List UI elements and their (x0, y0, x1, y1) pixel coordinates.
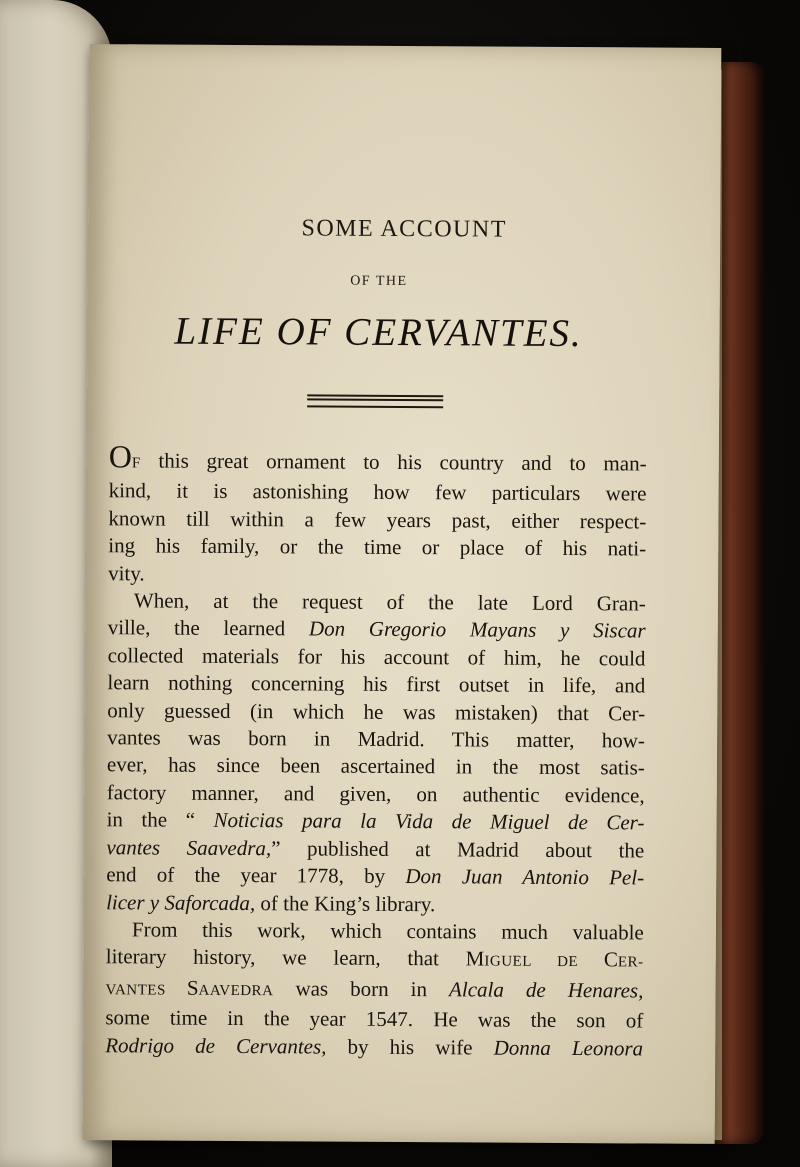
text-line (106, 944, 644, 978)
text-line (108, 642, 646, 673)
paragraph2-line3: collected materials for his account of him, he could (107, 643, 646, 671)
paragraph3-name-aavedra: AAVEDRA (198, 982, 274, 999)
paragraph1-line2: kind, it is astonishing how few particulars were (108, 478, 647, 506)
paragraph2-line12-italic: licer y Saforcada, (106, 889, 256, 915)
text-line (105, 974, 643, 1008)
paragraph3-name-vantes: VANTES (105, 981, 187, 999)
heading-some-account: SOME ACCOUNT (301, 215, 507, 243)
text-line (108, 587, 646, 618)
paragraph3-line5-b: by his wife (326, 1034, 494, 1060)
paragraph2-line12-b: of the King’s library. (255, 890, 436, 916)
double-rule-divider (307, 394, 443, 408)
paragraph2-line6: vantes was born in Madrid. This matter, how- (107, 725, 646, 753)
paragraph1-line5: vity. (108, 560, 145, 586)
paragraph2-line10-italic: vantes Saavedra, (106, 834, 272, 860)
text-line (108, 615, 646, 646)
text-line (108, 532, 646, 563)
paragraph3-line4: some time in the year 1547. He was the son of (105, 1005, 644, 1033)
paragraph3-line3-b: was born in (273, 975, 450, 1002)
paragraph3-name-er: ER- (617, 954, 644, 971)
text-line (108, 505, 646, 536)
paragraph2-line5: only guessed (in which he was mistaken) that Cer- (107, 697, 646, 726)
text-line (107, 724, 645, 755)
text-line (106, 889, 644, 920)
text-line (107, 669, 645, 700)
text-line (106, 916, 644, 947)
paragraph3-name-iguel: IGUEL DE (484, 953, 604, 971)
heading-life-of-cervantes: LIFE OF CERVANTES. (174, 309, 583, 356)
text-line (109, 478, 647, 509)
paragraph2-line2-italic: Don Gregorio Mayans y Siscar (308, 616, 646, 643)
text-line (105, 1032, 643, 1063)
paragraph3-line5-italic-c: Donna Leonora (493, 1035, 644, 1061)
paragraph2-line1: When, at the request of the late Lord Gran- (133, 588, 646, 616)
paragraph3-name-c: C (603, 947, 618, 972)
paragraph3-name-s: S (186, 975, 199, 1000)
paragraph2-line11-italic: Don Juan Antonio Pel- (405, 864, 645, 890)
paragraph3-name-m: M (465, 946, 485, 971)
paragraph2-line11-a: end of the year 1778, by (106, 862, 406, 889)
paragraph2-line4: learn nothing concerning his first outset in life, and (107, 670, 646, 698)
paragraph3-line2-a: literary history, we learn, that (105, 944, 466, 971)
paragraph2-line8: factory manner, and given, on authentic evidence, (106, 780, 645, 808)
paragraph2-line10-b: ” published at Madrid about the (271, 835, 645, 863)
paragraph1-line1: this great ornament to his country and to man- (140, 448, 647, 476)
paragraph3-line1: From this work, which contains much valuable (131, 917, 644, 945)
text-line (107, 697, 645, 728)
paragraph2-line7: ever, has since been ascertained in the most satis- (106, 752, 645, 780)
paragraph3-line5-italic-a: Rodrigo de Cervantes, (105, 1032, 327, 1059)
paragraph1-line4: ing his family, or the time or place of his nati- (108, 533, 647, 561)
text-line (107, 806, 645, 837)
text-line (107, 779, 645, 810)
text-line (106, 834, 644, 865)
paragraph2-line2-a: ville, the learned (107, 615, 310, 641)
text-line (107, 752, 645, 783)
body-text (105, 438, 647, 1062)
text-line (108, 438, 647, 481)
paragraph1-line3: known till within a few years past, either respect- (108, 506, 647, 534)
text-line (106, 861, 644, 892)
text-line (105, 1004, 643, 1035)
paragraph2-line9-italic: Noticias para la Vida de Miguel de Cer- (213, 808, 645, 835)
drop-cap: O (108, 438, 133, 475)
drop-cap-rest: F (131, 455, 141, 472)
paragraph2-line9-a: in the “ (106, 807, 214, 833)
right-page (83, 44, 722, 1144)
text-line (108, 560, 646, 591)
paragraph3-line3-italic: Alcala de Henares, (448, 977, 644, 1003)
heading-of-the: OF THE (350, 273, 408, 290)
